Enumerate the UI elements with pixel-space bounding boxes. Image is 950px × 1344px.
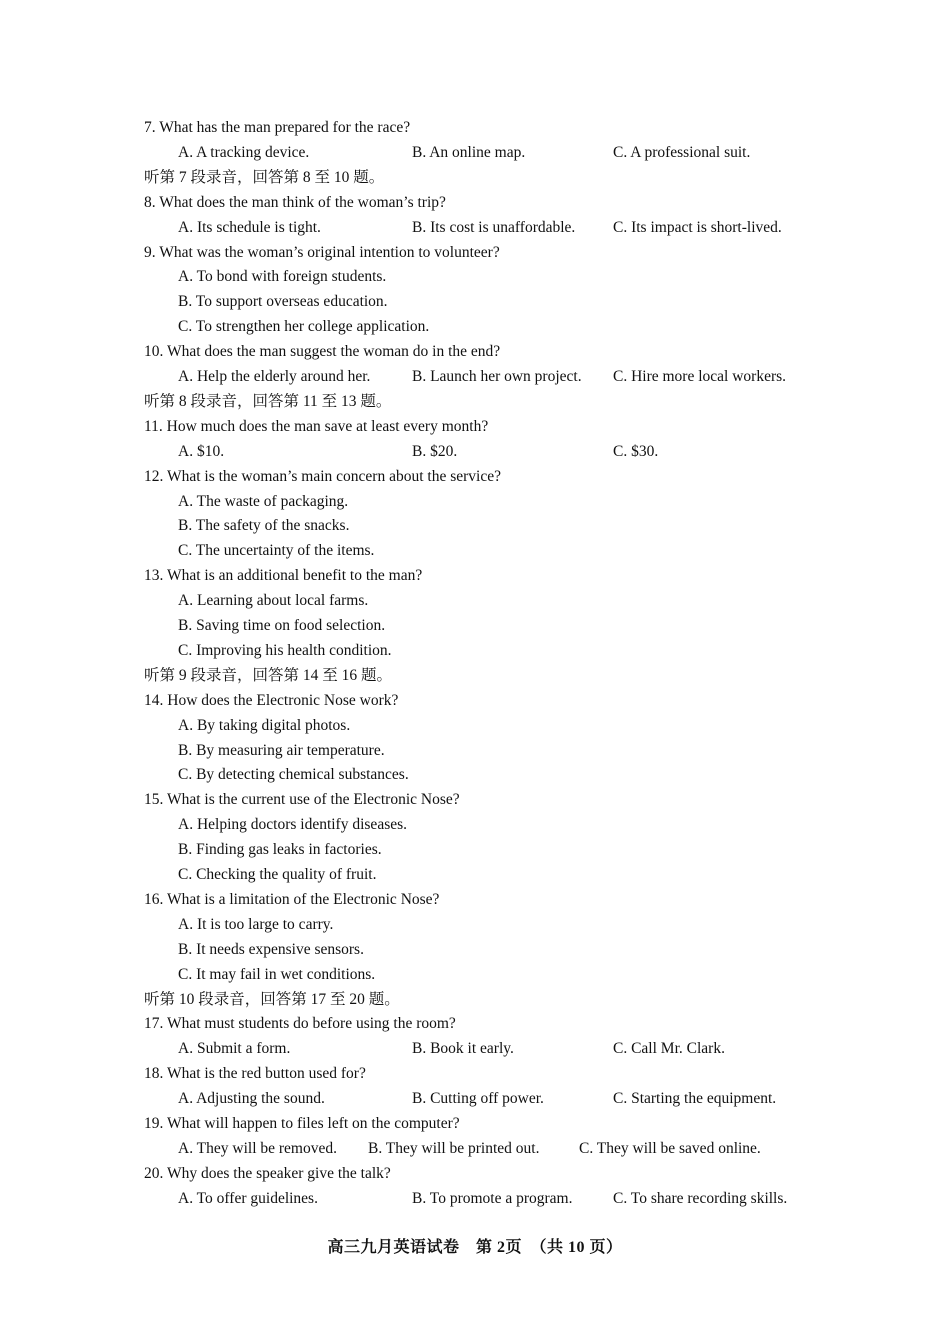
- option-b: B. They will be printed out.: [368, 1139, 540, 1157]
- option-c: C. To share recording skills.: [613, 1189, 788, 1207]
- option-b: B. Launch her own project.: [412, 368, 582, 385]
- question-text: 20. Why does the speaker give the talk?: [144, 1164, 391, 1182]
- question-text: 18. What is the red button used for?: [144, 1065, 366, 1083]
- question-line: [0, 1062, 950, 1086]
- option-line: [0, 739, 950, 763]
- option-line: [0, 714, 950, 738]
- option-line: [0, 614, 950, 638]
- option-line: [0, 514, 950, 538]
- option-text: A. The waste of packaging.: [178, 492, 349, 510]
- option-b: B. An online map.: [412, 143, 526, 161]
- question-line: [0, 116, 950, 140]
- option-line: [0, 290, 950, 314]
- option-line: [0, 838, 950, 862]
- option-c: C. Call Mr. Clark.: [613, 1040, 725, 1058]
- option-text: B. The safety of the snacks.: [178, 517, 350, 535]
- option-line: [0, 913, 950, 937]
- question-text: 9. What was the woman’s original intention to volunteer?: [144, 243, 500, 261]
- section-line: [0, 664, 950, 688]
- question-line: [0, 564, 950, 588]
- question-text: 17. What must students do before using the room?: [144, 1015, 456, 1033]
- question-line: [0, 1162, 950, 1186]
- option-b: B. To promote a program.: [412, 1189, 573, 1207]
- question-line: [0, 241, 950, 265]
- option-text: A. Helping doctors identify diseases.: [178, 816, 408, 834]
- options-row: [0, 1187, 950, 1211]
- section-instruction: 听第 7 段录音，回答第 8 至 10 题。: [144, 168, 385, 186]
- option-text: B. To support overseas education.: [178, 293, 388, 311]
- option-c: C. Starting the equipment.: [613, 1090, 777, 1108]
- question-line: [0, 340, 950, 364]
- question-line: [0, 415, 950, 439]
- option-line: [0, 639, 950, 663]
- option-a: A. Adjusting the sound.: [178, 1090, 325, 1108]
- option-a: A. They will be removed.: [178, 1139, 337, 1157]
- option-text: C. By detecting chemical substances.: [178, 766, 409, 784]
- option-text: A. It is too large to carry.: [178, 915, 334, 933]
- question-text: 11. How much does the man save at least every month?: [144, 417, 489, 435]
- section-instruction: 听第 9 段录音，回答第 14 至 16 题。: [144, 666, 393, 684]
- option-b: B. Book it early.: [412, 1040, 514, 1058]
- option-c: C. $30.: [613, 442, 659, 460]
- question-line: [0, 465, 950, 489]
- option-line: [0, 813, 950, 837]
- question-line: [0, 1012, 950, 1036]
- option-line: [0, 315, 950, 339]
- option-a: A. Its schedule is tight.: [178, 218, 321, 236]
- question-text: 8. What does the man think of the woman’s trip?: [144, 193, 446, 211]
- option-a: A. To offer guidelines.: [178, 1189, 318, 1207]
- option-line: [0, 963, 950, 987]
- section-line: [0, 988, 950, 1012]
- section-line: [0, 166, 950, 190]
- option-text: C. Improving his health condition.: [178, 641, 392, 659]
- option-b: B. Cutting off power.: [412, 1090, 544, 1108]
- option-a: A. Help the elderly around her.: [178, 368, 371, 385]
- question-text: 10. What does the man suggest the woman do in the end?: [144, 343, 501, 361]
- option-text: C. To strengthen her college application.: [178, 318, 430, 336]
- option-line: [0, 539, 950, 563]
- section-instruction: 听第 10 段录音，回答第 17 至 20 题。: [144, 990, 400, 1008]
- option-text: A. By taking digital photos.: [178, 716, 351, 734]
- question-text: 15. What is the current use of the Electronic Nose?: [144, 791, 460, 809]
- section-line: [0, 390, 950, 414]
- options-row: [0, 1137, 950, 1161]
- option-b: B. Its cost is unaffordable.: [412, 218, 576, 236]
- option-line: [0, 265, 950, 289]
- option-line: [0, 589, 950, 613]
- question-text: 12. What is the woman’s main concern about the service?: [144, 467, 501, 485]
- options-row: [0, 1087, 950, 1111]
- option-c: C. A professional suit.: [613, 143, 751, 161]
- option-c: C. They will be saved online.: [579, 1139, 761, 1157]
- option-c: C. Hire more local workers.: [613, 368, 787, 385]
- option-text: C. Checking the quality of fruit.: [178, 866, 377, 883]
- option-text: B. Finding gas leaks in factories.: [178, 841, 382, 859]
- option-text: C. The uncertainty of the items.: [178, 542, 375, 560]
- page-footer: 高三九月英语试卷 第 2页 （共 10 页）: [327, 1239, 623, 1256]
- option-line: [0, 490, 950, 514]
- question-line: [0, 1112, 950, 1136]
- option-c: C. Its impact is short-lived.: [613, 218, 782, 236]
- question-text: 19. What will happen to files left on the computer?: [144, 1115, 460, 1132]
- option-text: C. It may fail in wet conditions.: [178, 965, 376, 983]
- question-line: [0, 689, 950, 713]
- question-line: [0, 788, 950, 812]
- option-b: B. $20.: [412, 442, 458, 460]
- question-text: 16. What is a limitation of the Electronic Nose?: [144, 890, 440, 908]
- option-line: [0, 938, 950, 962]
- options-row: [0, 440, 950, 464]
- option-text: B. By measuring air temperature.: [178, 741, 385, 759]
- question-line: [0, 888, 950, 912]
- option-line: [0, 863, 950, 887]
- option-line: [0, 763, 950, 787]
- option-a: A. Submit a form.: [178, 1040, 291, 1058]
- option-a: A. A tracking device.: [178, 143, 310, 161]
- options-row: [0, 365, 950, 389]
- options-row: [0, 141, 950, 165]
- options-row: [0, 1037, 950, 1061]
- question-text: 14. How does the Electronic Nose work?: [144, 691, 399, 709]
- option-text: A. Learning about local farms.: [178, 592, 369, 610]
- section-instruction: 听第 8 段录音，回答第 11 至 13 题。: [144, 392, 392, 410]
- options-row: [0, 216, 950, 240]
- option-text: A. To bond with foreign students.: [178, 268, 387, 286]
- option-a: A. $10.: [178, 442, 225, 460]
- option-text: B. It needs expensive sensors.: [178, 940, 364, 958]
- option-text: B. Saving time on food selection.: [178, 617, 386, 634]
- question-line: [0, 191, 950, 215]
- question-text: 13. What is an additional benefit to the man?: [144, 567, 423, 585]
- question-text: 7. What has the man prepared for the race?: [144, 119, 411, 136]
